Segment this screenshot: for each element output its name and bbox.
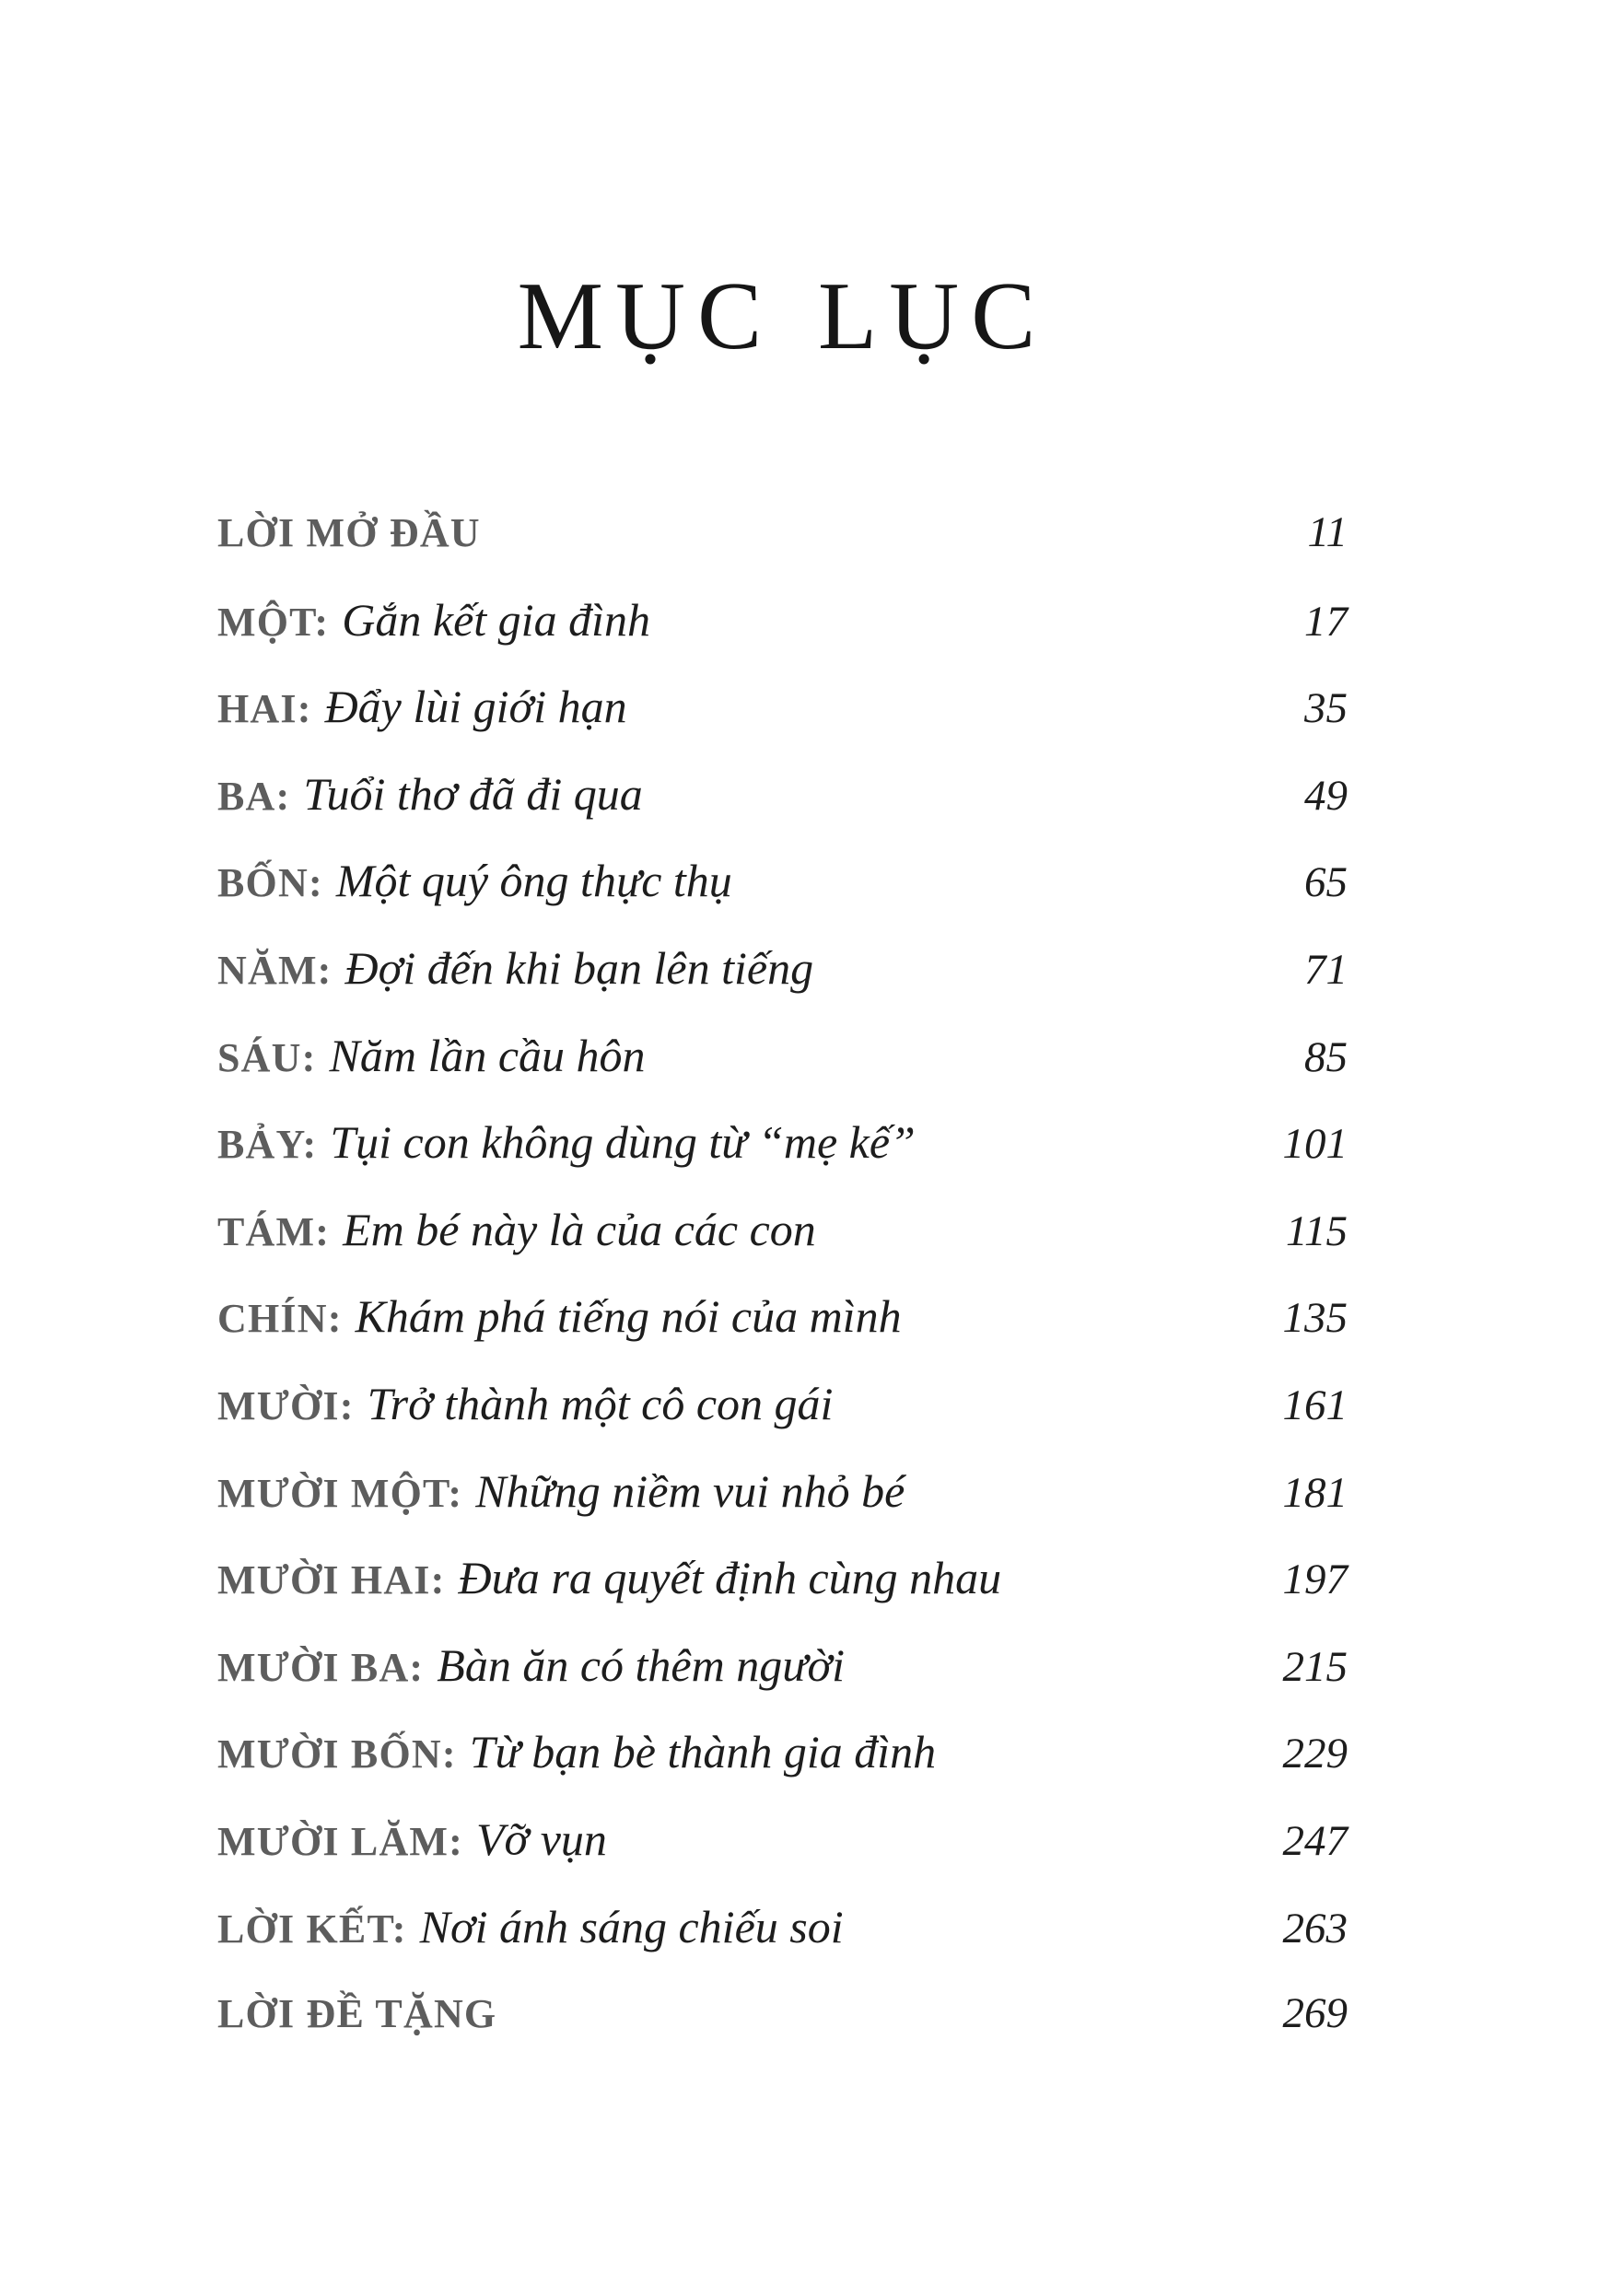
toc-entry-text bbox=[217, 1099, 916, 1198]
chapter-label: BA: bbox=[217, 773, 291, 819]
toc-entry-text bbox=[217, 490, 481, 587]
toc-entry bbox=[217, 663, 1348, 751]
toc-entry bbox=[217, 751, 1348, 838]
toc-entry-text bbox=[217, 1273, 902, 1372]
toc-entry bbox=[217, 1883, 1348, 1971]
chapter-label: MƯỜI: bbox=[217, 1382, 355, 1428]
page-number: 65 bbox=[1304, 858, 1348, 907]
toc-entry-text bbox=[217, 663, 627, 763]
chapter-title: Năm lần cầu hôn bbox=[329, 1029, 646, 1081]
page-title: MỤC LỤC bbox=[517, 262, 1048, 369]
toc-content-column bbox=[217, 0, 1348, 2296]
page-number: 115 bbox=[1285, 1206, 1348, 1255]
page-number: 197 bbox=[1282, 1556, 1348, 1604]
page-number: 181 bbox=[1282, 1468, 1348, 1517]
toc-list bbox=[217, 489, 1348, 2057]
toc-entry-text bbox=[217, 1360, 833, 1460]
chapter-label: MỘT: bbox=[217, 599, 330, 645]
page-number: 35 bbox=[1304, 684, 1348, 733]
toc-entry-text bbox=[217, 577, 650, 676]
chapter-label: LỜI KẾT: bbox=[217, 1906, 407, 1952]
toc-entry bbox=[217, 1796, 1348, 1883]
toc-entry-text bbox=[217, 1883, 844, 1983]
toc-entry-text bbox=[217, 1186, 816, 1286]
toc-entry-text bbox=[217, 1708, 936, 1808]
chapter-title: Khám phá tiếng nói của mình bbox=[355, 1290, 902, 1343]
chapter-label: SÁU: bbox=[217, 1034, 317, 1080]
toc-entry-text bbox=[217, 1534, 1001, 1634]
chapter-label: HAI: bbox=[217, 686, 312, 732]
page-number: 269 bbox=[1282, 1989, 1348, 2038]
chapter-title: Tụi con không dùng từ “mẹ kế” bbox=[330, 1116, 916, 1169]
chapter-title: Đưa ra quyết định cùng nhau bbox=[458, 1552, 1002, 1604]
chapter-title: Từ bạn bè thành gia đình bbox=[469, 1726, 937, 1778]
page-number: 71 bbox=[1304, 945, 1348, 994]
toc-entry bbox=[217, 489, 1348, 577]
chapter-label: CHÍN: bbox=[217, 1296, 343, 1342]
toc-entry-text bbox=[217, 925, 813, 1024]
toc-entry bbox=[217, 1622, 1348, 1709]
chapter-title: Những niềm vui nhỏ bé bbox=[475, 1464, 905, 1517]
chapter-label: LỜI ĐỀ TẶNG bbox=[217, 1991, 497, 2037]
toc-entry bbox=[217, 1708, 1348, 1796]
chapter-title: Gắn kết gia đình bbox=[342, 593, 650, 646]
chapter-label: MƯỜI BỐN: bbox=[217, 1731, 457, 1777]
toc-entry-text bbox=[217, 837, 732, 937]
page-number: 247 bbox=[1282, 1816, 1348, 1865]
chapter-label: MƯỜI HAI: bbox=[217, 1557, 446, 1603]
toc-entry-text bbox=[217, 1796, 607, 1895]
chapter-label: MƯỜI MỘT: bbox=[217, 1470, 463, 1516]
chapter-title: Đẩy lùi giới hạn bbox=[324, 681, 627, 733]
chapter-title: Vỡ vụn bbox=[476, 1812, 607, 1865]
chapter-title: Nơi ánh sáng chiếu soi bbox=[419, 1900, 844, 1952]
toc-entry bbox=[217, 1012, 1348, 1100]
toc-entry-text bbox=[217, 1622, 845, 1721]
chapter-title: Một quý ông thực thụ bbox=[335, 855, 732, 907]
chapter-label: BỐN: bbox=[217, 860, 323, 906]
toc-entry bbox=[217, 1534, 1348, 1622]
page-number: 263 bbox=[1282, 1904, 1348, 1952]
chapter-label: LỜI MỞ ĐẦU bbox=[217, 510, 481, 555]
chapter-label: MƯỜI LĂM: bbox=[217, 1818, 464, 1864]
toc-entry-text bbox=[217, 1971, 496, 2068]
chapter-label: BẢY: bbox=[217, 1122, 318, 1168]
chapter-title: Em bé này là của các con bbox=[343, 1203, 816, 1255]
toc-entry-text bbox=[217, 751, 643, 850]
toc-entry bbox=[217, 925, 1348, 1012]
page-number: 49 bbox=[1304, 771, 1348, 820]
toc-entry bbox=[217, 1448, 1348, 1535]
chapter-title: Bàn ăn có thêm người bbox=[437, 1638, 846, 1691]
chapter-title: Trở thành một cô con gái bbox=[367, 1377, 834, 1429]
toc-entry bbox=[217, 1099, 1348, 1186]
toc-entry bbox=[217, 1360, 1348, 1448]
toc-entry bbox=[217, 837, 1348, 925]
page-number: 85 bbox=[1304, 1032, 1348, 1081]
toc-entry-text bbox=[217, 1012, 646, 1112]
page-number: 135 bbox=[1282, 1294, 1348, 1343]
page-number: 101 bbox=[1282, 1120, 1348, 1169]
chapter-label: MƯỜI BA: bbox=[217, 1644, 425, 1690]
page-number: 11 bbox=[1307, 508, 1348, 556]
page-number: 161 bbox=[1282, 1381, 1348, 1429]
chapter-label: TÁM: bbox=[217, 1208, 331, 1254]
page-number: 215 bbox=[1282, 1642, 1348, 1691]
toc-entry-text bbox=[217, 1448, 905, 1547]
toc-entry bbox=[217, 1273, 1348, 1360]
chapter-title: Tuổi thơ đã đi qua bbox=[303, 767, 643, 820]
toc-entry bbox=[217, 1186, 1348, 1274]
toc-entry bbox=[217, 577, 1348, 664]
chapter-label: NĂM: bbox=[217, 947, 333, 993]
chapter-title: Đợi đến khi bạn lên tiếng bbox=[344, 941, 814, 994]
toc-entry bbox=[217, 1970, 1348, 2057]
page-number: 229 bbox=[1282, 1730, 1348, 1778]
page-number: 17 bbox=[1304, 597, 1348, 646]
